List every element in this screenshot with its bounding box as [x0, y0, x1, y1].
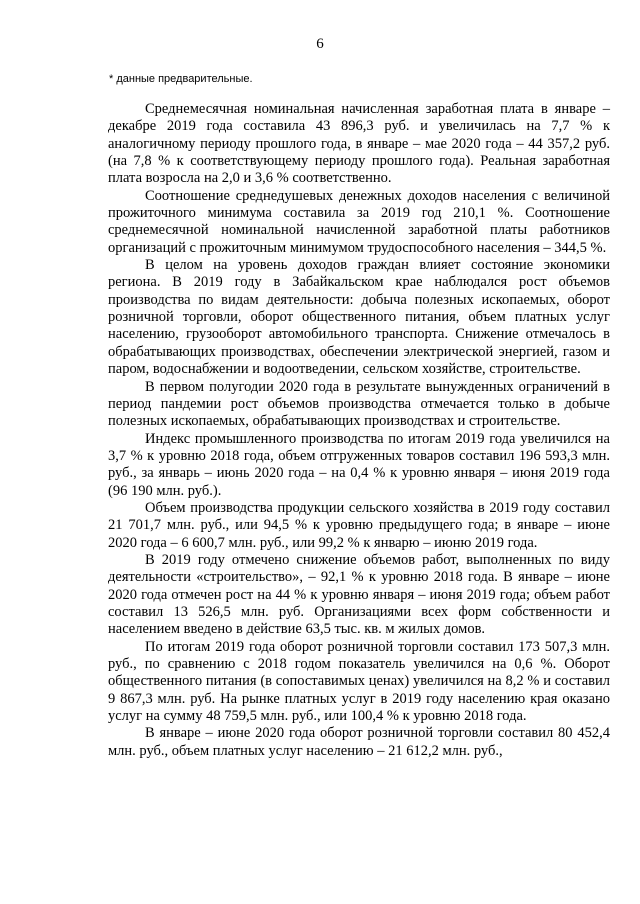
- document-body: [108, 101, 610, 760]
- paragraph-construction: В 2019 году отмечено снижение объемов работ, выполненных по виду деятельности «строительство», – 92,1 % к уровню 2018 года. В январе – июне 2020 года отмечен рост на 44 % к уровню января – июня 2019 года; объем работ составил 13 526,5 млн. руб. Организациями всех форм собственности и населением введено в действие 63,5 тыс. кв. м жилых домов.: [108, 551, 610, 638]
- paragraph-industry-index: Индекс промышленного производства по итогам 2019 года увеличился на 3,7 % к уровню 2018 года, объем отгруженных товаров составил 196 593,3 млн. руб., за январь – июнь 2020 года – на 0,4 % к уровню января – июня 2019 года (96 190 млн. руб.).: [108, 430, 610, 499]
- paragraph-retail-2019: По итогам 2019 года оборот розничной торговли составил 173 507,3 млн. руб., по сравнению с 2018 годом показатель увеличился на 0,6 %. Оборот общественного питания (в сопоставимых ценах) увеличился на 8,2 % и составил 9 867,3 млн. руб. На рынке платных услуг в 2019 году населению края оказано услуг на сумму 48 759,5 млн. руб., или 100,4 % к уровню 2018 года.: [108, 638, 610, 725]
- paragraph-agriculture: Объем производства продукции сельского хозяйства в 2019 году составил 21 701,7 млн. руб., или 94,5 % к уровню предыдущего года; в январе – июне 2020 года – 6 600,7 млн. руб., или 99,2 % к январю – июню 2019 года.: [108, 499, 610, 551]
- paragraph-salary: Среднемесячная номинальная начисленная заработная плата в январе – декабре 2019 года составила 43 896,3 руб. и увеличилась на 7,7 % к аналогичному периоду прошлого года, в январе – мае 2020 года – 44 357,2 руб. (на 7,8 % к соответствующему периоду прошлого года). Реальная заработная плата возросла на 2,0 и 3,6 % соответственно.: [108, 101, 610, 187]
- paragraph-pandemic: В первом полугодии 2020 года в результате вынужденных ограничений в период пандемии рост объемов производства отмечается только в добыче полезных ископаемых, обрабатывающих производствах и строительстве.: [108, 378, 610, 430]
- footnote: * данные предварительные.: [109, 73, 253, 85]
- page-number: 6: [316, 36, 324, 52]
- paragraph-economy: В целом на уровень доходов граждан влияет состояние экономики региона. В 2019 году в Забайкальском крае наблюдался рост объемов производства по видам деятельности: добыча полезных ископаемых, оборот розничной торговли, оборот общественного питания, объем платных услуг населению, грузооборот автомобильного транспорта. Снижение отмечалось в обрабатывающих производствах, обеспечении электрической энергией, газом и паром, водоснабжении и водоотведении, сельском хозяйстве, строительстве.: [108, 257, 610, 378]
- paragraph-living-wage-ratio: Соотношение среднедушевых денежных доходов населения с величиной прожиточного минимума составила за 2019 год 210,1 %. Соотношение среднемесячной номинальной начисленной заработной платы работников организаций с прожиточным минимумом трудоспособного населения – 344,5 %.: [108, 187, 610, 256]
- paragraph-retail-2020: В январе – июне 2020 года оборот розничной торговли составил 80 452,4 млн. руб., объем платных услуг населению – 21 612,2 млн. руб.,: [108, 725, 610, 759]
